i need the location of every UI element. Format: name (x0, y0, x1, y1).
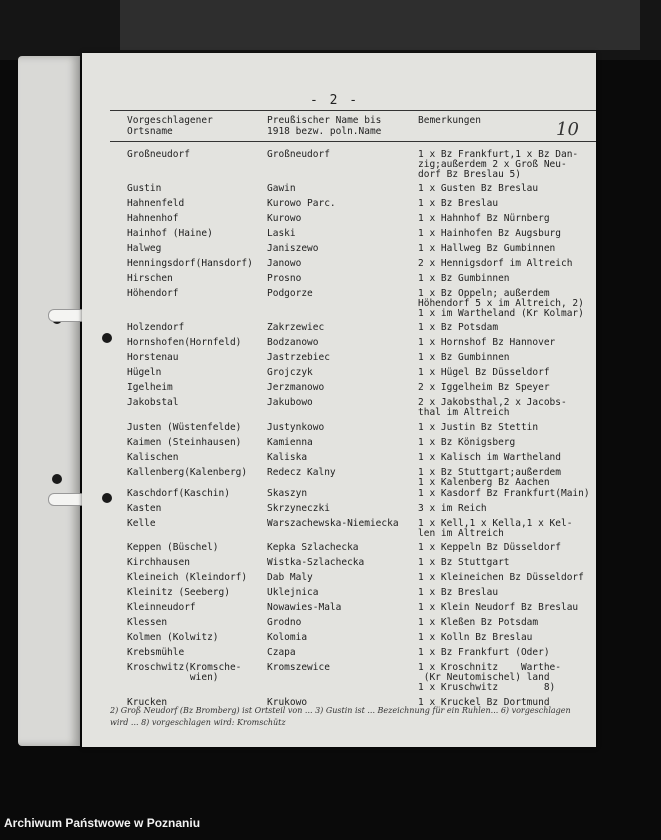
punch-hole (52, 474, 62, 484)
row-prussian-name: Justynkowo (267, 422, 325, 433)
row-prussian-name: Nowawies-Mala (267, 602, 342, 613)
row-proposed-name: Kaimen (Steinhausen) (127, 437, 242, 448)
row-proposed-name: Kirchhausen (127, 557, 190, 568)
row-proposed-name: Großneudorf (127, 149, 190, 160)
row-prussian-name: Großneudorf (267, 149, 330, 160)
row-remark: 1 x Kasdorf Bz Frankfurt(Main) (418, 488, 590, 499)
row-proposed-name: Hügeln (127, 367, 162, 378)
row-prussian-name: Kromszewice (267, 662, 330, 673)
row-proposed-name: Krebsmühle (127, 647, 185, 658)
row-prussian-name: Kamienna (267, 437, 313, 448)
film-strip (120, 0, 640, 50)
punch-hole (102, 333, 112, 343)
handwritten-footnotes: 2) Groß Neudorf (Bz Bromberg) ist Ortsteil von ... 3) Gustin ist ... Bezeichnung für ein Ruhlen... 6) vorgeschlagen wird ... 8) vorgeschlagen wird: Kromschütz (110, 706, 571, 727)
row-proposed-name: Kleinitz (Seeberg) (127, 587, 230, 598)
row-proposed-name: Klessen (127, 617, 168, 628)
row-remark: 1 x Bz Stuttgart;außerdem 1 x Kalenberg Bz Aachen (418, 467, 561, 488)
row-prussian-name: Czapa (267, 647, 296, 658)
punch-hole (102, 493, 112, 503)
row-remark: 1 x Bz Königsberg (418, 437, 516, 448)
row-prussian-name: Zakrzewiec (267, 322, 325, 333)
sheet-number: 10 (556, 119, 579, 140)
page-number: - 2 - (310, 93, 360, 108)
row-remark: 1 x Bz Frankfurt,1 x Bz Dan- zig;außerdem 2 x Groß Neu- dorf Bz Breslau 5) (418, 149, 579, 180)
row-proposed-name: Hainhof (Haine) (127, 228, 213, 239)
row-remark: 1 x Hainhofen Bz Augsburg (418, 228, 561, 239)
row-prussian-name: Kolomia (267, 632, 308, 643)
row-remark: 1 x Gusten Bz Breslau (418, 183, 539, 194)
row-proposed-name: Krucken (127, 697, 168, 708)
row-proposed-name: Jakobstal (127, 397, 179, 408)
row-remark: 1 x Bz Oppeln; außerdem Höhendorf 5 x im Altreich, 2) 1 x im Wartheland (Kr Kolmar) (418, 288, 584, 319)
archive-credit: Archiwum Państwowe w Poznaniu (4, 816, 201, 830)
row-prussian-name: Kaliska (267, 452, 308, 463)
row-remark: 2 x Hennigsdorf im Altreich (418, 258, 573, 269)
row-proposed-name: Kleineich (Kleindorf) (127, 572, 248, 583)
row-prussian-name: Kurowo Parc. (267, 198, 336, 209)
row-remark: 1 x Kell,1 x Kella,1 x Kel- len im Altreich (418, 518, 573, 539)
row-prussian-name: Bodzanowo (267, 337, 319, 348)
row-prussian-name: Gawin (267, 183, 296, 194)
header-rule-bottom (110, 141, 596, 142)
row-remark: 1 x Klein Neudorf Bz Breslau (418, 602, 579, 613)
row-remark: 1 x Kalisch im Wartheland (418, 452, 561, 463)
row-proposed-name: Kolmen (Kolwitz) (127, 632, 219, 643)
row-remark: 1 x Hügel Bz Düsseldorf (418, 367, 550, 378)
row-prussian-name: Janiszewo (267, 243, 319, 254)
row-proposed-name: Holzendorf (127, 322, 185, 333)
row-prussian-name: Krukowo (267, 697, 308, 708)
row-remark: 1 x Hahnhof Bz Nürnberg (418, 213, 550, 224)
row-proposed-name: Horstenau (127, 352, 179, 363)
row-remark: 1 x Justin Bz Stettin (418, 422, 539, 433)
row-proposed-name: Henningsdorf(Hansdorf) (127, 258, 253, 269)
row-remark: 1 x Bz Gumbinnen (418, 352, 510, 363)
row-prussian-name: Jerzmanowo (267, 382, 325, 393)
row-prussian-name: Kurowo (267, 213, 302, 224)
row-remark: 1 x Bz Breslau (418, 198, 499, 209)
row-remark: 1 x Kleineichen Bz Düsseldorf (418, 572, 584, 583)
previous-page-edge (18, 56, 80, 746)
row-proposed-name: Hahnenfeld (127, 198, 185, 209)
row-prussian-name: Podgorze (267, 288, 313, 299)
row-remark: 2 x Iggelheim Bz Speyer (418, 382, 550, 393)
row-prussian-name: Jakubowo (267, 397, 313, 408)
row-prussian-name: Dab Maly (267, 572, 313, 583)
row-remark: 1 x Kleßen Bz Potsdam (418, 617, 539, 628)
row-proposed-name: Gustin (127, 183, 162, 194)
row-proposed-name: Hornshofen(Hornfeld) (127, 337, 242, 348)
row-remark: 1 x Kroschnitz Warthe- (Kr Neutomischel) land 1 x Kruschwitz 8) (418, 662, 561, 693)
row-proposed-name: Igelheim (127, 382, 173, 393)
row-proposed-name: Halweg (127, 243, 162, 254)
row-proposed-name: Kleinneudorf (127, 602, 196, 613)
row-prussian-name: Skaszyn (267, 488, 308, 499)
row-prussian-name: Grodno (267, 617, 302, 628)
row-proposed-name: Kelle (127, 518, 156, 529)
row-proposed-name: Kaschdorf(Kaschin) (127, 488, 230, 499)
row-remark: 1 x Hallweg Bz Gumbinnen (418, 243, 556, 254)
row-proposed-name: Hahnenhof (127, 213, 179, 224)
row-remark: 1 x Bz Gumbinnen (418, 273, 510, 284)
row-proposed-name: Höhendorf (127, 288, 179, 299)
row-remark: 1 x Kolln Bz Breslau (418, 632, 533, 643)
header-rule-top (110, 110, 596, 111)
row-prussian-name: Prosno (267, 273, 302, 284)
row-prussian-name: Jastrzebiec (267, 352, 330, 363)
row-prussian-name: Laski (267, 228, 296, 239)
row-prussian-name: Uklejnica (267, 587, 319, 598)
row-remark: 2 x Jakobsthal,2 x Jacobs- thal im Altreich (418, 397, 567, 418)
row-prussian-name: Skrzyneczki (267, 503, 330, 514)
row-proposed-name: Keppen (Büschel) (127, 542, 219, 553)
header-proposed-name: Vorgeschlagener Ortsname (127, 115, 213, 137)
header-prussian-name: Preußischer Name bis 1918 bezw. poln.Name (267, 115, 382, 137)
row-proposed-name: Kroschwitz(Kromsche- wien) (127, 662, 242, 683)
document-page (82, 53, 596, 747)
row-proposed-name: Kallenberg(Kalenberg) (127, 467, 248, 478)
row-proposed-name: Justen (Wüstenfelde) (127, 422, 242, 433)
row-remark: 1 x Hornshof Bz Hannover (418, 337, 556, 348)
row-prussian-name: Janowo (267, 258, 302, 269)
row-remark: 1 x Bz Stuttgart (418, 557, 510, 568)
row-remark: 1 x Keppeln Bz Düsseldorf (418, 542, 561, 553)
row-remark: 3 x im Reich (418, 503, 487, 514)
row-remark: 1 x Bz Potsdam (418, 322, 499, 333)
row-remark: 1 x Bz Frankfurt (Oder) (418, 647, 550, 658)
row-remark: 1 x Bz Breslau (418, 587, 499, 598)
row-proposed-name: Hirschen (127, 273, 173, 284)
row-proposed-name: Kalischen (127, 452, 179, 463)
row-proposed-name: Kasten (127, 503, 162, 514)
row-prussian-name: Kepka Szlachecka (267, 542, 359, 553)
header-remarks: Bemerkungen (418, 115, 481, 126)
row-prussian-name: Grojczyk (267, 367, 313, 378)
row-prussian-name: Wistka-Szlachecka (267, 557, 365, 568)
row-remark: 1 x Kruckel Bz Dortmund (418, 697, 550, 708)
row-prussian-name: Warszachewska-Niemiecka (267, 518, 399, 529)
row-prussian-name: Redecz Kalny (267, 467, 336, 478)
